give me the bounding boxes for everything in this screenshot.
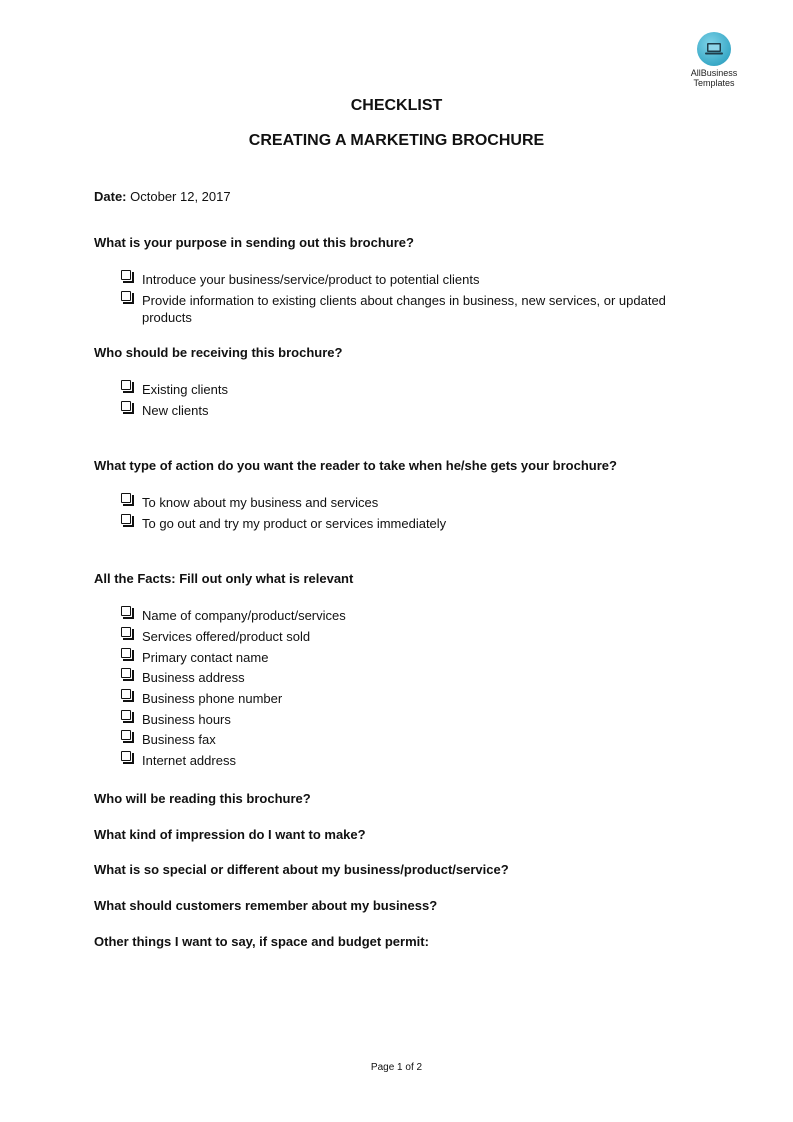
checkbox[interactable] — [121, 606, 131, 616]
question-remember: What should customers remember about my business? — [94, 898, 438, 913]
checklist-item: Business hours — [142, 712, 231, 727]
checklist-item: Introduce your business/service/product to potential clients — [142, 272, 480, 287]
logo-text — [682, 68, 746, 88]
question-special: What is so special or different about my business/product/service? — [94, 862, 509, 877]
laptop-icon — [697, 32, 731, 66]
checklist-item: Services offered/product sold — [142, 629, 311, 644]
checkbox[interactable] — [121, 627, 131, 637]
checkbox[interactable] — [121, 401, 131, 411]
checklist-item: Primary contact name — [142, 650, 269, 665]
checklist-item: Business phone number — [142, 691, 283, 706]
checkbox[interactable] — [121, 291, 131, 301]
checkbox[interactable] — [121, 493, 131, 503]
question-readers: Who will be reading this brochure? — [94, 791, 311, 806]
checkbox[interactable] — [121, 751, 131, 761]
checklist-item: Business address — [142, 670, 245, 685]
page-subtitle: CREATING A MARKETING BROCHURE — [248, 132, 545, 149]
date-line — [94, 189, 231, 204]
checklist-item: New clients — [142, 403, 209, 418]
question-other: Other things I want to say, if space and budget permit: — [94, 934, 429, 949]
question-facts: All the Facts: Fill out only what is relevant — [94, 571, 354, 586]
checklist-item: To know about my business and services — [142, 495, 379, 510]
checkbox[interactable] — [121, 730, 131, 740]
checklist-item: Existing clients — [142, 382, 228, 397]
date-label: Date: — [94, 189, 127, 204]
checklist-item: Internet address — [142, 753, 236, 768]
checklist-item: To go out and try my product or services immediately — [142, 516, 447, 531]
page-number: Page 1 of 2 — [370, 1062, 423, 1073]
question-purpose: What is your purpose in sending out this brochure? — [94, 235, 414, 250]
checklist-item: Provide information to existing clients about changes in business, new services, or updated products — [142, 293, 666, 325]
question-recipients: Who should be receiving this brochure? — [94, 345, 343, 360]
checkbox[interactable] — [121, 648, 131, 658]
date-value: October 12, 2017 — [130, 189, 231, 204]
checklist-item: Business fax — [142, 732, 216, 747]
question-action: What type of action do you want the reader to take when he/she gets your brochure? — [94, 458, 617, 473]
checkbox[interactable] — [121, 270, 131, 280]
checkbox[interactable] — [121, 514, 131, 524]
page-title: CHECKLIST — [350, 97, 443, 114]
checkbox[interactable] — [121, 689, 131, 699]
checkbox[interactable] — [121, 380, 131, 390]
checkbox[interactable] — [121, 710, 131, 720]
logo — [682, 32, 746, 88]
logo-line-2: Templates — [693, 78, 735, 88]
logo-line-1: AllBusiness — [690, 68, 738, 78]
question-impression: What kind of impression do I want to make? — [94, 827, 366, 842]
checkbox[interactable] — [121, 668, 131, 678]
checklist-item: Name of company/product/services — [142, 608, 346, 623]
